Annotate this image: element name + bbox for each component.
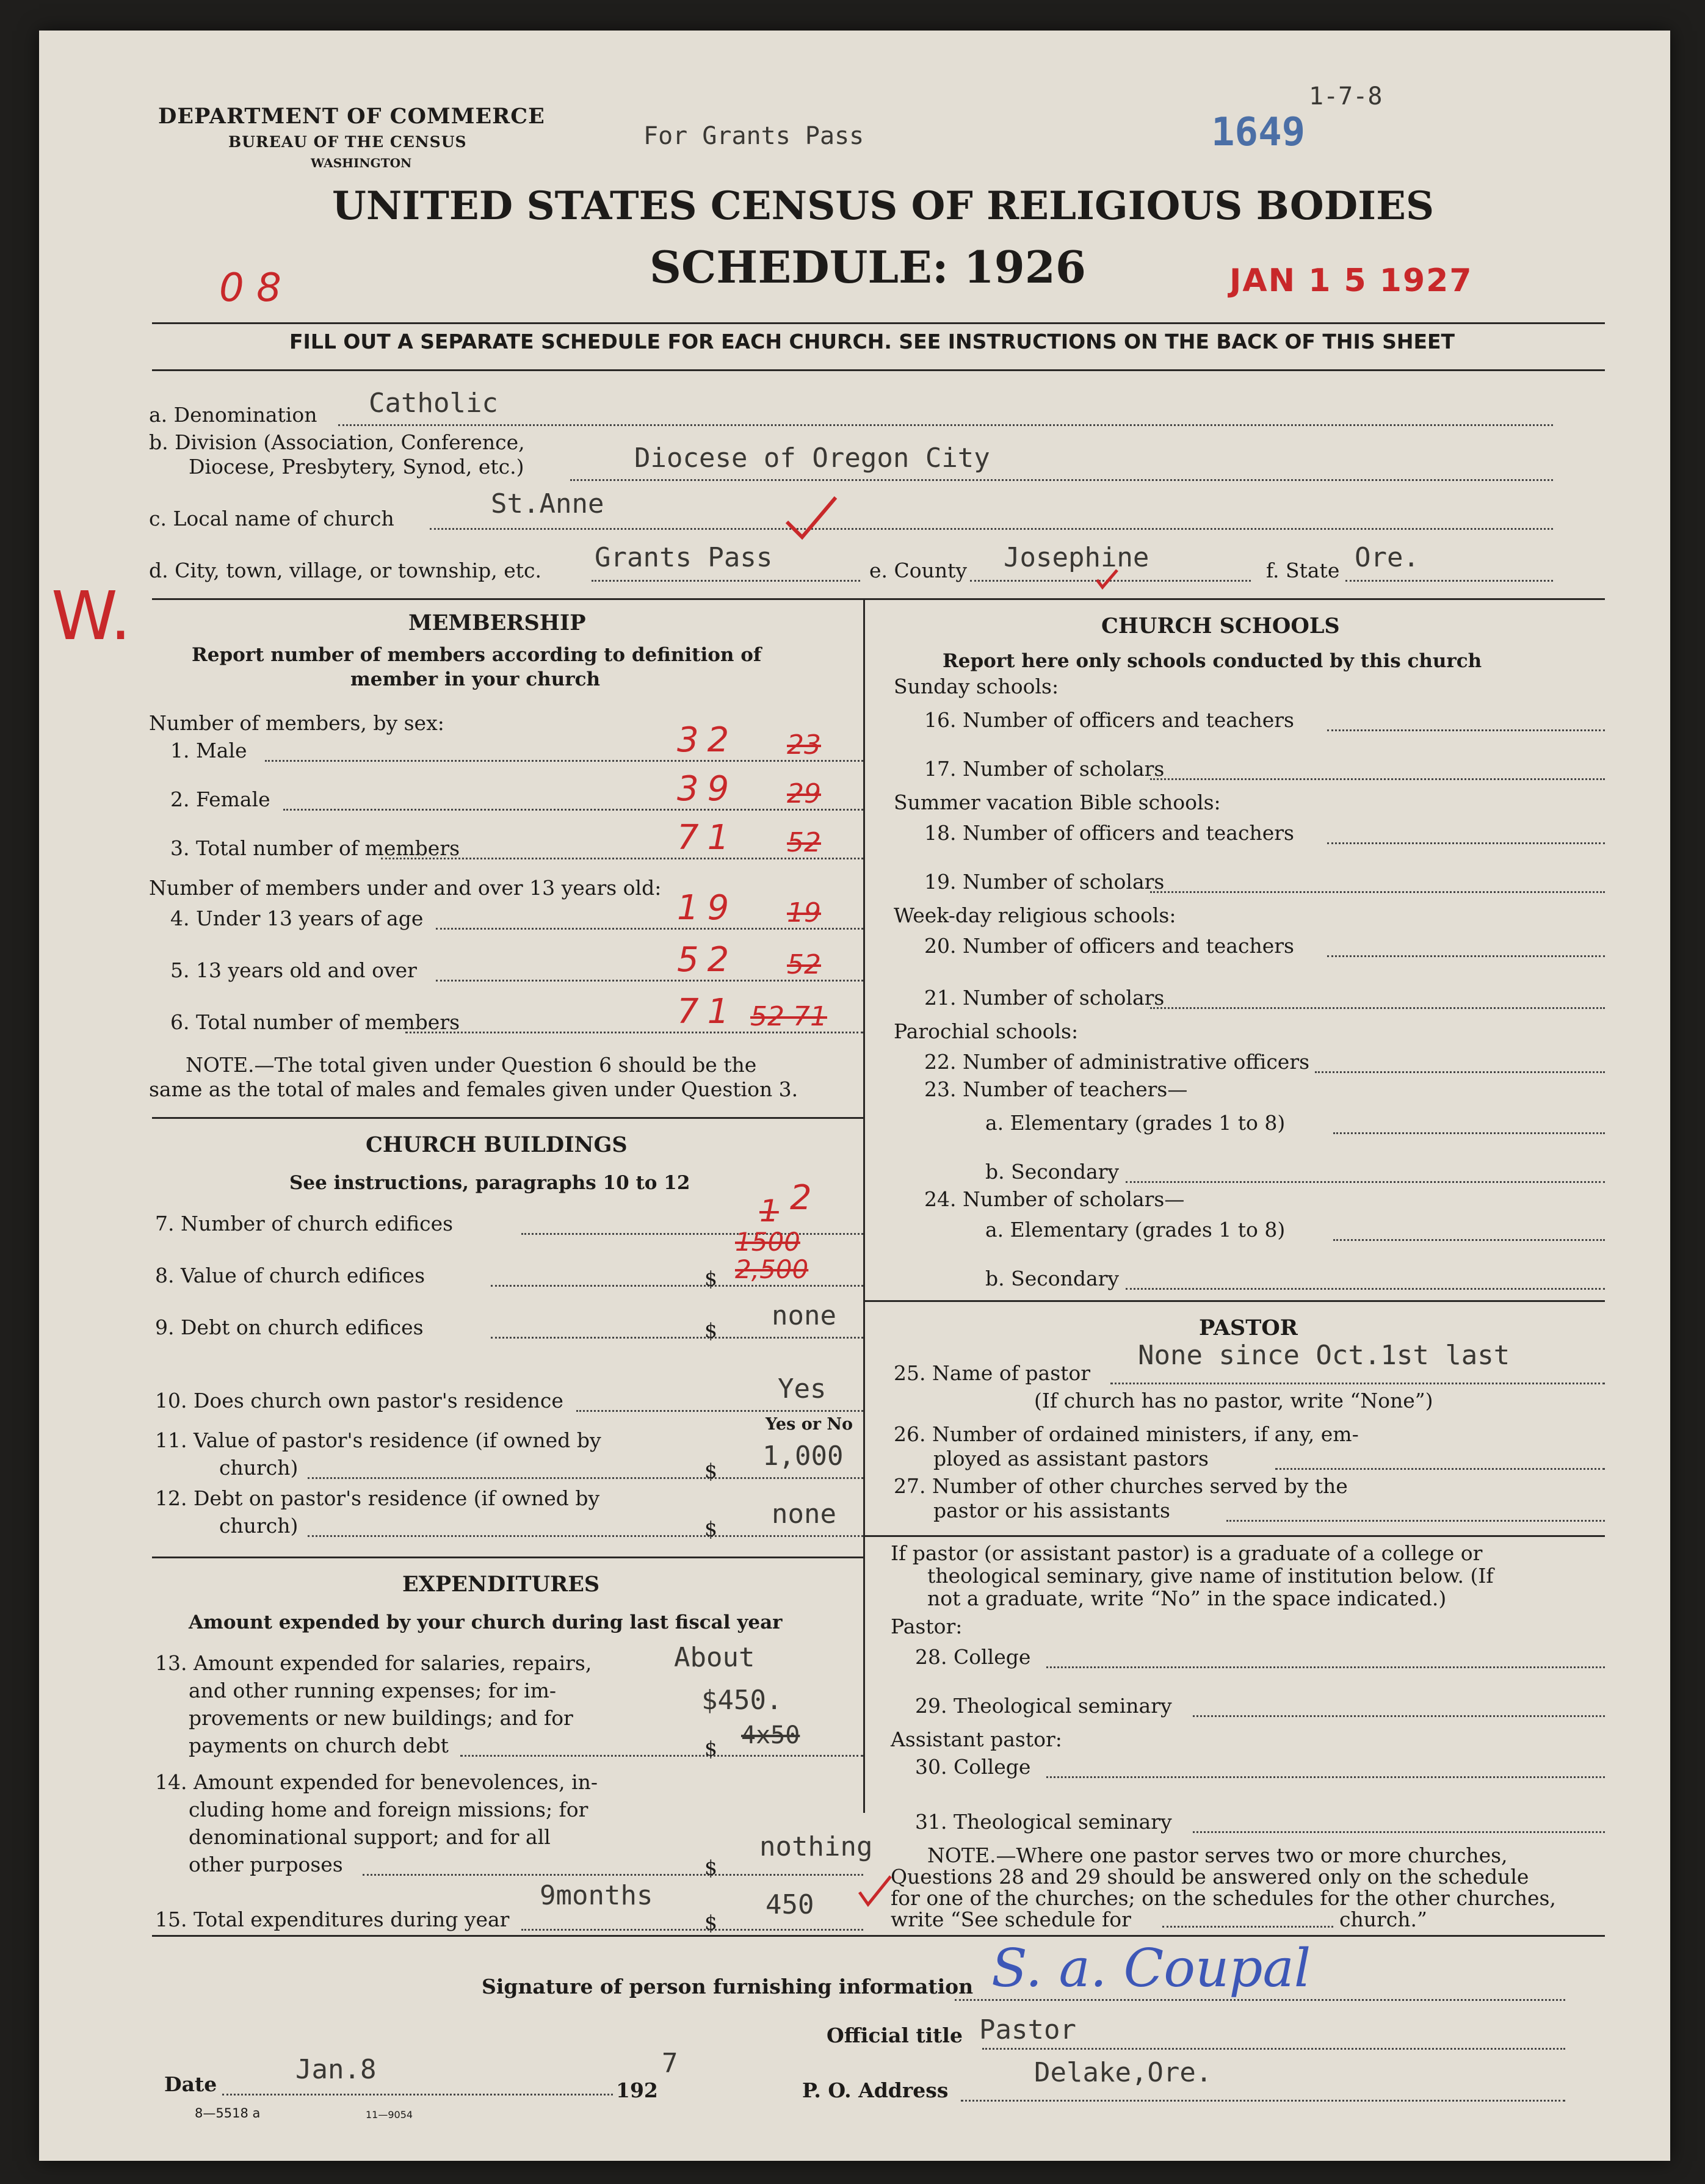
q11-label-line2: church): [219, 1456, 299, 1480]
sunday-schools-label: Sunday schools:: [894, 674, 1059, 698]
q14-value: nothing: [759, 1831, 873, 1862]
q27-label-line1: 27. Number of other churches served by the: [894, 1474, 1348, 1498]
q4-value: 19: [677, 888, 738, 928]
pastor-subheading: Pastor:: [891, 1614, 963, 1638]
q12-label-line2: church): [219, 1514, 299, 1538]
file-code: 1-7-8: [1309, 82, 1383, 110]
church-schools-sub: Report here only schools conducted by this church: [943, 650, 1482, 672]
q3-old-value: 52: [787, 827, 821, 858]
q19-label: 19. Number of scholars: [924, 870, 1165, 894]
pastor-note-3: for one of the churches; on the schedules for the other churches,: [891, 1886, 1556, 1910]
handwritten-w-mark: W.: [51, 577, 132, 655]
q14-label-line1: 14. Amount expended for benevolences, in-: [155, 1770, 598, 1794]
q20-label: 20. Number of officers and teachers: [924, 934, 1294, 958]
handwritten-signature: S. a. Coupal: [991, 1938, 1311, 1999]
q28-label: 28. College: [915, 1645, 1031, 1669]
po-address-label: P. O. Address: [802, 2078, 949, 2102]
q15-value: 450: [766, 1889, 814, 1920]
q13-value: $450.: [701, 1685, 783, 1716]
instruction-bar: FILL OUT A SEPARATE SCHEDULE FOR EACH CHURCH. SEE INSTRUCTIONS ON THE BACK OF THIS SHEET: [289, 330, 1455, 353]
serial-number: 1649: [1211, 110, 1306, 155]
q8-old-value: 2,500: [735, 1254, 809, 1284]
q11-value: 1,000: [762, 1441, 844, 1472]
q18-label: 18. Number of officers and teachers: [924, 821, 1294, 845]
bureau-name: BUREAU OF THE CENSUS: [228, 133, 467, 151]
members-by-sex-label: Number of members, by sex:: [149, 711, 444, 735]
state-value: Ore.: [1355, 542, 1419, 573]
census-schedule-form: [39, 31, 1670, 2161]
membership-note-2: same as the total of males and females given under Question 3.: [149, 1077, 798, 1101]
membership-intro-2: member in your church: [350, 668, 601, 690]
form-number: 8—5518 a: [195, 2106, 261, 2121]
membership-intro-1: Report number of members according to definition of: [192, 644, 762, 666]
membership-note-1: NOTE.—The total given under Question 6 should be the: [186, 1053, 757, 1077]
po-address-value: Delake,Ore.: [1034, 2057, 1212, 2088]
handwritten-code: 0 8: [219, 266, 281, 311]
local-name-value: St.Anne: [491, 488, 604, 519]
graduate-note-3: not a graduate, write “No” in the space indicated.): [927, 1586, 1447, 1610]
q13-label-line3: provements or new buildings; and for: [189, 1706, 573, 1730]
q12-dollar-sign: $: [704, 1517, 717, 1541]
q5-label: 5. 13 years old and over: [170, 958, 417, 982]
form-title: UNITED STATES CENSUS OF RELIGIOUS BODIES: [332, 183, 1435, 229]
q1-value: 32: [677, 720, 738, 760]
q11-dollar-sign: $: [704, 1459, 717, 1483]
q5-old-value: 52: [787, 949, 821, 980]
q13-about: About: [674, 1642, 755, 1673]
pastor-note-2: Questions 28 and 29 should be answered only on the schedule: [891, 1865, 1529, 1889]
q10-hint: Yes or No: [766, 1415, 853, 1434]
church-buildings-sub: See instructions, paragraphs 10 to 12: [289, 1172, 690, 1194]
denomination-label: a. Denomination: [149, 403, 317, 427]
q7-old-value: 1: [759, 1193, 779, 1229]
q3-value: 71: [677, 818, 738, 858]
q30-label: 30. College: [915, 1755, 1031, 1779]
assistant-pastor-subheading: Assistant pastor:: [891, 1727, 1062, 1751]
q11-label-line1: 11. Value of pastor's residence (if owned by: [155, 1428, 601, 1452]
q22-label: 22. Number of administrative officers: [924, 1050, 1310, 1074]
summer-schools-label: Summer vacation Bible schools:: [894, 790, 1221, 814]
q27-label-line2: pastor or his assistants: [933, 1499, 1170, 1522]
q12-label-line1: 12. Debt on pastor's residence (if owned by: [155, 1486, 600, 1510]
state-label: f. State: [1266, 559, 1340, 582]
checkmark-icon: [1095, 568, 1120, 592]
members-by-age-label: Number of members under and over 13 years old:: [149, 876, 662, 900]
q13-label-line4: payments on church debt: [189, 1734, 449, 1757]
parochial-schools-label: Parochial schools:: [894, 1019, 1079, 1043]
graduate-note-1: If pastor (or assistant pastor) is a graduate of a college or: [891, 1541, 1483, 1565]
county-value: Josephine: [1004, 542, 1149, 573]
graduate-note-2: theological seminary, give name of institution below. (If: [927, 1564, 1494, 1588]
pastor-note-1: NOTE.—Where one pastor serves two or more churches,: [927, 1843, 1508, 1867]
received-date-stamp: JAN 1 5 1927: [1229, 262, 1473, 299]
washington-label: WASHINGTON: [311, 156, 412, 170]
q9-label: 9. Debt on church edifices: [155, 1315, 424, 1339]
expenditures-heading: EXPENDITURES: [402, 1572, 600, 1597]
q14-label-line3: denominational support; and for all: [189, 1825, 551, 1849]
q6-old-value: 52 71: [750, 1001, 827, 1032]
q10-value: Yes: [778, 1373, 827, 1405]
q5-value: 52: [677, 940, 738, 980]
schedule-year: SCHEDULE: 1926: [650, 241, 1086, 293]
year-digit: 7: [662, 2048, 678, 2079]
q14-label-line4: other purposes: [189, 1853, 343, 1876]
q1-label: 1. Male: [170, 739, 247, 762]
q14-dollar-sign: $: [704, 1856, 717, 1879]
q31-label: 31. Theological seminary: [915, 1810, 1172, 1834]
q4-old-value: 19: [787, 897, 821, 928]
q24b-label: b. Secondary: [985, 1267, 1120, 1290]
print-number: 11—9054: [366, 2109, 413, 2121]
q13-old-value: 4x50: [741, 1721, 800, 1749]
q26-label-line2: ployed as assistant pastors: [933, 1447, 1209, 1470]
q23-label: 23. Number of teachers—: [924, 1077, 1188, 1101]
checkmark-icon: [857, 1874, 894, 1911]
weekday-schools-label: Week-day religious schools:: [894, 903, 1176, 927]
q10-label: 10. Does church own pastor's residence: [155, 1389, 563, 1412]
q13-label-line2: and other running expenses; for im-: [189, 1679, 557, 1702]
q1-old-value: 23: [787, 729, 821, 761]
pastor-heading: PASTOR: [1199, 1315, 1298, 1340]
q24-label: 24. Number of scholars—: [924, 1187, 1185, 1211]
checkmark-icon: [784, 494, 839, 543]
q16-label: 16. Number of officers and teachers: [924, 708, 1294, 732]
q15-period-note: 9months: [540, 1880, 653, 1911]
q9-dollar-sign: $: [704, 1318, 717, 1342]
date-label: Date: [164, 2072, 217, 2096]
membership-heading: MEMBERSHIP: [408, 610, 586, 635]
q8-label: 8. Value of church edifices: [155, 1264, 425, 1287]
local-name-label: c. Local name of church: [149, 507, 394, 530]
q8-value: 1500: [735, 1227, 800, 1257]
q13-dollar-sign: $: [704, 1737, 717, 1760]
signature-label: Signature of person furnishing information: [482, 1975, 974, 1998]
q8-dollar-sign: $: [704, 1267, 717, 1290]
q15-label: 15. Total expenditures during year: [155, 1907, 510, 1931]
q4-label: 4. Under 13 years of age: [170, 906, 424, 930]
q2-label: 2. Female: [170, 787, 270, 811]
pastor-note-5: church.”: [1339, 1907, 1427, 1931]
official-title-label: Official title: [827, 2023, 963, 2047]
division-label-line1: b. Division (Association, Conference,: [149, 430, 525, 454]
q29-label: 29. Theological seminary: [915, 1694, 1172, 1718]
date-value: Jan.8: [295, 2054, 377, 2085]
church-buildings-heading: CHURCH BUILDINGS: [366, 1132, 628, 1157]
q6-value: 71: [677, 992, 738, 1032]
division-label-line2: Diocese, Presbytery, Synod, etc.): [189, 455, 524, 479]
q7-label: 7. Number of church edifices: [155, 1212, 454, 1235]
church-schools-heading: CHURCH SCHOOLS: [1101, 613, 1340, 638]
year-prefix: 192: [616, 2078, 658, 2102]
q3-label: 3. Total number of members: [170, 836, 460, 860]
q7-value: 2: [790, 1178, 812, 1218]
department-name: DEPARTMENT OF COMMERCE: [158, 104, 545, 129]
q25-hint: (If church has no pastor, write “None”): [1034, 1389, 1433, 1412]
city-value: Grants Pass: [595, 542, 773, 573]
q25-value: None since Oct.1st last: [1138, 1340, 1510, 1371]
q23a-label: a. Elementary (grades 1 to 8): [985, 1111, 1286, 1135]
q2-old-value: 29: [787, 778, 821, 809]
q13-label-line1: 13. Amount expended for salaries, repairs,: [155, 1651, 592, 1675]
q2-value: 39: [677, 769, 738, 809]
q17-label: 17. Number of scholars: [924, 757, 1165, 781]
q21-label: 21. Number of scholars: [924, 986, 1165, 1010]
q15-dollar-sign: $: [704, 1911, 717, 1934]
q25-label: 25. Name of pastor: [894, 1361, 1091, 1385]
county-label: e. County: [869, 559, 968, 582]
official-title-value: Pastor: [979, 2014, 1076, 2045]
pastor-note-4: write “See schedule for: [891, 1907, 1131, 1931]
city-label: d. City, town, village, or township, etc.: [149, 559, 542, 582]
division-value: Diocese of Oregon City: [634, 443, 990, 474]
for-grants-pass-note: For Grants Pass: [643, 122, 864, 150]
q24a-label: a. Elementary (grades 1 to 8): [985, 1218, 1286, 1242]
q23b-label: b. Secondary: [985, 1160, 1120, 1184]
expenditures-sub: Amount expended by your church during last fiscal year: [189, 1611, 783, 1633]
denomination-value: Catholic: [369, 388, 498, 419]
q6-label: 6. Total number of members: [170, 1010, 460, 1034]
q12-value: none: [772, 1499, 836, 1530]
q26-label-line1: 26. Number of ordained ministers, if any, em-: [894, 1422, 1359, 1446]
q14-label-line2: cluding home and foreign missions; for: [189, 1798, 588, 1821]
q9-value: none: [772, 1300, 836, 1331]
